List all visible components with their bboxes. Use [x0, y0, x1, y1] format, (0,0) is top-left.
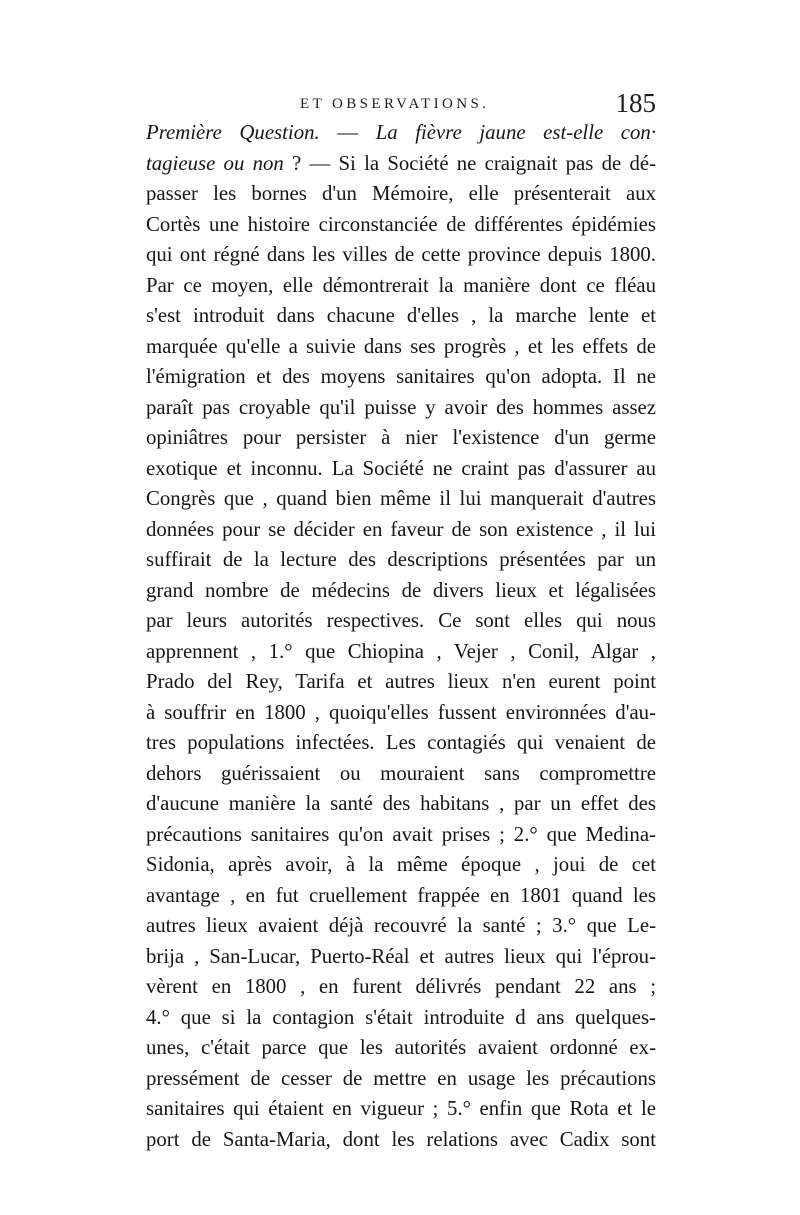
text-line: brija , San-Lucar, Puerto-Réal et autres lieux qui l'éprou-: [146, 944, 656, 968]
text-line: exotique et inconnu. La Société ne craint pas d'assurer au: [146, 456, 656, 480]
text-line: Prado del Rey, Tarifa et autres lieux n'en eurent point: [146, 670, 656, 693]
text-line: dehors guérissaient ou mouraient sans compromettre: [146, 761, 656, 785]
text-line: 4.° que si la contagion s'était introduite d ans quelques-: [146, 1005, 656, 1029]
text-line: données pour se décider en faveur de son existence , il lui: [146, 517, 656, 541]
text-line: marquée qu'elle a suivie dans ses progrès , et les effets de: [146, 334, 656, 358]
text-line: autres lieux avaient déjà recouvré la santé ; 3.° que Le-: [146, 914, 656, 937]
text-line: Congrès que , quand bien même il lui manquerait d'autres: [146, 487, 656, 510]
text-line: à souffrir en 1800 , quoiqu'elles fussent environnées d'au-: [146, 700, 656, 724]
question-text: tagieuse ou non: [146, 151, 293, 175]
text-line: l'émigration et des moyens sanitaires qu'on adopta. Il ne: [146, 365, 656, 388]
text-line: s'est introduit dans chacune d'elles , la marche lente et: [146, 304, 656, 327]
text-line: par leurs autorités respectives. Ce sont elles qui nous: [146, 609, 656, 632]
text-line: Par ce moyen, elle démontrerait la manière dont ce fléau: [146, 273, 656, 297]
text-line: avantage , en fut cruellement frappée en 1801 quand les: [146, 883, 656, 907]
text-line: Première Question. — La fièvre jaune est-elle con·: [146, 121, 657, 144]
text-line: opiniâtres pour persister à nier l'existence d'un germe: [146, 426, 656, 449]
question-heading: Première Question.: [146, 121, 338, 144]
text-line: grand nombre de médecins de divers lieux et légalisées: [146, 578, 656, 602]
text-line: d'aucune manière la santé des habitans , par un effet des: [146, 792, 656, 815]
text-line: vèrent en 1800 , en furent délivrés pendant 22 ans ;: [146, 975, 656, 998]
page-number: 185: [615, 88, 656, 118]
text-line: sanitaires qui étaient en vigueur ; 5.° enfin que Rota et le: [146, 1097, 656, 1120]
text-line: unes, c'était parce que les autorités avaient ordonné ex-: [146, 1036, 656, 1059]
body-text: [146, 118, 656, 1155]
text-line: précautions sanitaires qu'on avait prises ; 2.° que Medina-: [146, 822, 656, 846]
text-line: tres populations infectées. Les contagiés qui venaient de: [146, 731, 656, 754]
running-title: ET OBSERVATIONS.: [300, 96, 490, 112]
text-line: suffirait de la lecture des descriptions présentées par un: [146, 548, 656, 571]
text-line: apprennent , 1.° que Chiopina , Vejer , Conil, Algar ,: [146, 639, 656, 663]
text-line: passer les bornes d'un Mémoire, elle présenterait aux: [146, 182, 656, 205]
text-line: port de Santa-Maria, dont les relations avec Cadix sont: [146, 1127, 656, 1151]
text-line: tagieuse ou non ? — Si la Société ne craignait pas de dé-: [146, 151, 657, 175]
text-line: Cortès une histoire circonstanciée de différentes épidémies: [146, 212, 656, 236]
text-line: pressément de cesser de mettre en usage les précautions: [146, 1066, 656, 1090]
text-line: qui ont régné dans les villes de cette province depuis 1800.: [146, 243, 656, 266]
text-line: Sidonia, après avoir, à la même époque , joui de cet: [146, 853, 656, 876]
text-line: paraît pas croyable qu'il puisse y avoir des hommes assez: [146, 395, 656, 419]
question-text: La fièvre jaune est-elle con·: [375, 121, 657, 144]
